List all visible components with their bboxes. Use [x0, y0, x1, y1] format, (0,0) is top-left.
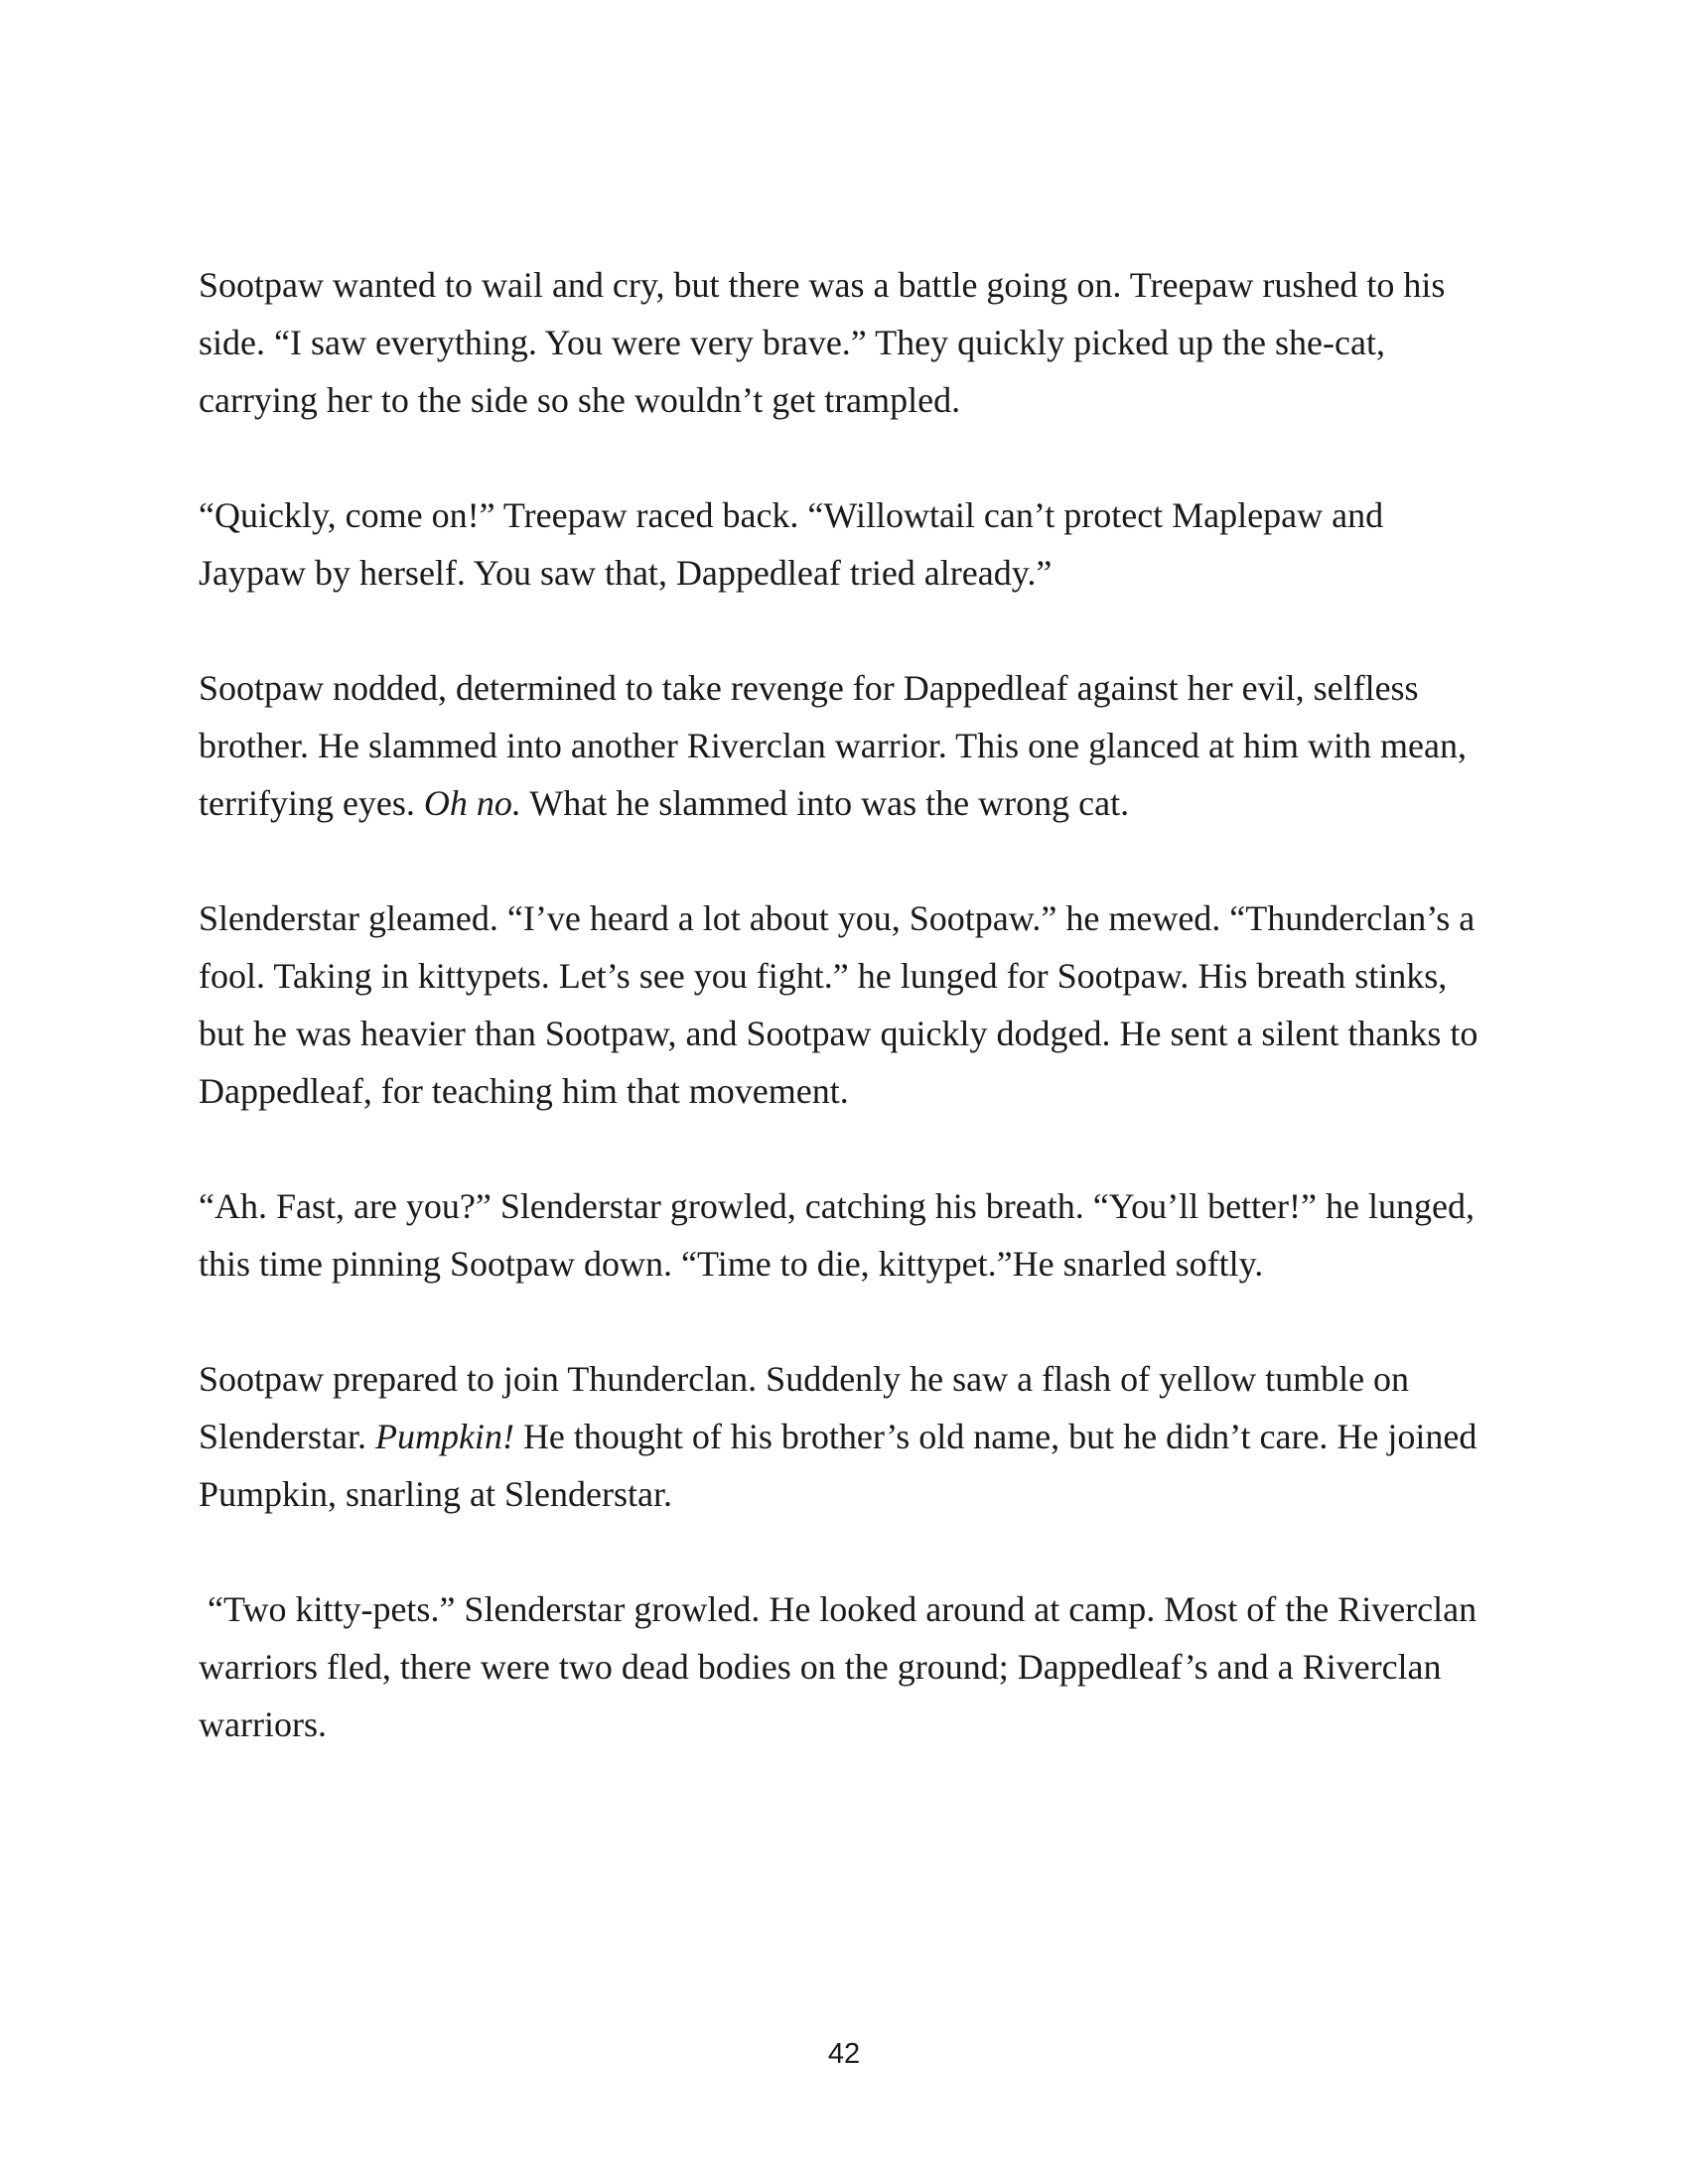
italic-phrase: Pumpkin!: [374, 1417, 514, 1456]
paragraph-6: [199, 1350, 1489, 1523]
paragraph-7: [199, 1580, 1489, 1753]
paragraph-text: Sootpaw prepared to join Thunderclan. Suddenly he saw a flash of yellow tumble on Slenderstar.: [199, 1359, 1410, 1456]
paragraph-text: “Quickly, come on!” Treepaw raced back. “Willowtail can’t protect Maplepaw and Jaypaw by herself. You saw that, Dappedleaf tried already.”: [199, 495, 1384, 593]
paragraph-text: He thought of his brother’s old name, but he didn’t care. He joined Pumpkin, snarling at Slenderstar.: [199, 1417, 1477, 1514]
paragraph-2: [199, 486, 1489, 602]
paragraph-5: [199, 1177, 1489, 1293]
paragraph-text: Slenderstar gleamed. “I’ve heard a lot about you, Sootpaw.” he mewed. “Thunderclan’s a fool. Taking in kittypets. Let’s see you fight.” he lunged for Sootpaw. His breath stinks, but he was heavier than Sootpaw, and Sootpaw quickly dodged. He sent a silent thanks to Dappedleaf, for teaching him that movement.: [199, 898, 1478, 1111]
text-body: [199, 256, 1489, 1811]
paragraph-text: What he slammed into was the wrong cat.: [520, 783, 1130, 823]
italic-phrase: Oh no.: [423, 783, 521, 823]
paragraph-text: “Ah. Fast, are you?” Slenderstar growled, catching his breath. “You’ll better!” he lunged, this time pinning Sootpaw down. “Time to die, kittypet.”He snarled softly.: [199, 1186, 1475, 1284]
page-number: 42: [827, 2038, 861, 2070]
paragraph-1: [199, 256, 1489, 429]
paragraph-text: Sootpaw nodded, determined to take revenge for Dappedleaf against her evil, selfless brother. He slammed into another Riverclan warrior. This one glanced at him with mean, terrifying eyes.: [199, 668, 1467, 823]
paragraph-3: [199, 659, 1489, 832]
paragraph-4: [199, 889, 1489, 1120]
paragraph-text: “Two kitty-pets.” Slenderstar growled. He looked around at camp. Most of the Riverclan warriors fled, there were two dead bodies on the ground; Dappedleaf’s and a Riverclan warriors.: [199, 1589, 1477, 1744]
paragraph-text: Sootpaw wanted to wail and cry, but there was a battle going on. Treepaw rushed to his side. “I saw everything. You were very brave.” They quickly picked up the she-cat, carrying her to the side so she wouldn’t get trampled.: [199, 265, 1446, 420]
